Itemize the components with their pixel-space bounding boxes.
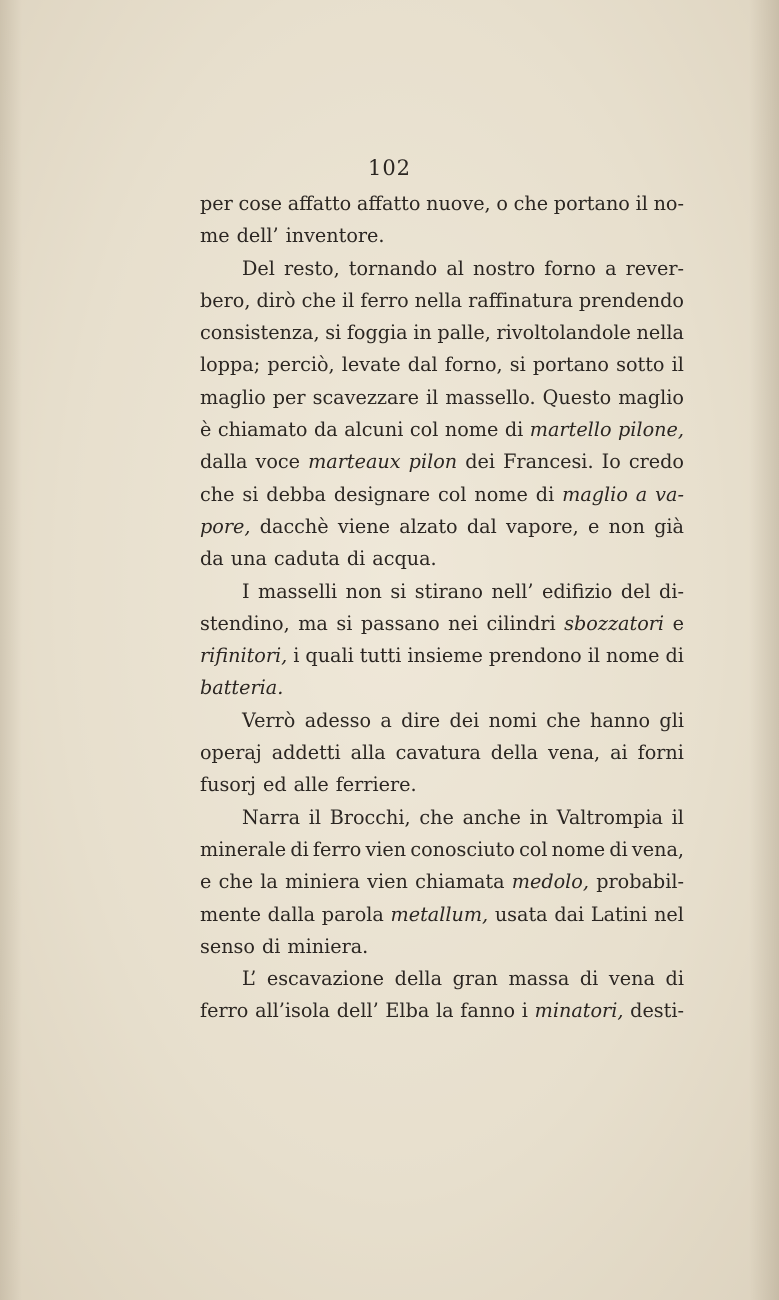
word: conosciuto <box>410 837 515 861</box>
word: nome <box>444 418 499 442</box>
word: pore, <box>200 514 251 538</box>
word: dal <box>407 353 438 377</box>
word: voce <box>255 450 301 474</box>
word: maglio <box>200 385 266 409</box>
word: di <box>535 482 555 506</box>
word: masselli <box>258 579 338 603</box>
word: acqua. <box>372 547 437 571</box>
word: vena, <box>631 837 684 861</box>
word: di- <box>659 579 684 603</box>
word: dirò <box>256 288 296 312</box>
word: anche <box>462 805 521 829</box>
text-line <box>200 834 684 866</box>
word: dire <box>401 708 441 732</box>
word: sbozzatori <box>564 611 665 635</box>
word: in <box>529 805 549 829</box>
word: massa <box>508 967 570 991</box>
text-line <box>200 995 684 1027</box>
word: viene <box>337 514 390 538</box>
word: gran <box>452 967 498 991</box>
word: nella <box>636 321 684 345</box>
word: ferro <box>312 837 362 861</box>
word: Del <box>242 256 275 280</box>
word: massello. <box>445 385 536 409</box>
word: no- <box>653 192 684 215</box>
word: si <box>509 353 526 377</box>
page-edge-shadow-right <box>749 0 779 1300</box>
word: maglio <box>618 385 684 409</box>
word: marteaux <box>308 450 401 474</box>
word: di <box>261 934 281 958</box>
word: a <box>605 256 617 280</box>
word: ferriere. <box>335 773 417 797</box>
text-line <box>200 349 684 381</box>
word: metallum, <box>390 902 489 926</box>
word: dacchè <box>259 514 329 538</box>
word: escavazione <box>266 967 385 991</box>
word: a <box>635 482 648 506</box>
word: parola <box>321 902 384 926</box>
word: e <box>200 870 212 894</box>
word: nella <box>414 288 463 312</box>
word: dal <box>466 514 497 538</box>
word: Questo <box>542 385 612 409</box>
word: per <box>272 385 306 409</box>
word: col <box>519 837 548 861</box>
text-line <box>200 737 684 769</box>
text-line <box>200 769 684 801</box>
text-line <box>200 963 684 995</box>
word: ferro <box>200 999 249 1023</box>
word: il <box>635 192 648 215</box>
word: si <box>390 579 407 603</box>
text-line <box>200 931 684 963</box>
word: miniera. <box>287 934 369 958</box>
word: va- <box>655 482 684 506</box>
text-line <box>200 543 684 575</box>
word: affatto <box>287 192 352 215</box>
word: pilon <box>408 450 458 474</box>
word: hanno <box>590 708 651 732</box>
word: edifizio <box>541 579 613 603</box>
word: dalla <box>267 902 316 926</box>
word: affatto <box>356 192 421 215</box>
text-line <box>200 220 684 252</box>
text-line <box>200 705 684 737</box>
word: pilone, <box>618 418 684 442</box>
word: vien <box>365 837 407 861</box>
word: il <box>308 805 322 829</box>
word: ferro <box>360 288 409 312</box>
word: maglio <box>562 482 628 506</box>
word: nostro <box>472 256 536 280</box>
word: i <box>521 999 528 1023</box>
word: operaj <box>200 741 262 765</box>
word: nel <box>654 902 684 926</box>
word: forno, <box>444 353 503 377</box>
word: mente <box>200 902 261 926</box>
word: sotto <box>616 353 665 377</box>
word: perciò, <box>267 353 335 377</box>
word: prendendo <box>578 288 684 312</box>
word: Narra <box>242 805 301 829</box>
word: quali <box>305 644 354 668</box>
word: di <box>609 837 628 861</box>
word: fanno <box>460 999 516 1023</box>
word: al <box>446 256 464 280</box>
word: si <box>336 611 353 635</box>
word: alcuni <box>344 418 404 442</box>
word: ed <box>262 773 287 797</box>
word: e <box>587 514 600 538</box>
word: per <box>200 192 233 215</box>
word: martello <box>529 418 612 442</box>
word: che <box>513 192 549 215</box>
word: di <box>290 837 309 861</box>
word: designare <box>333 482 431 506</box>
word: nuove, <box>426 192 491 215</box>
word: del <box>620 579 651 603</box>
body-text <box>200 188 684 1028</box>
word: chiamato <box>217 418 308 442</box>
word: il <box>671 353 684 377</box>
word: cose <box>238 192 283 215</box>
word: rifinitori, <box>200 644 288 668</box>
word: miniera <box>285 870 360 894</box>
word: dei <box>449 708 480 732</box>
word: col <box>438 482 467 506</box>
word: Latini <box>590 902 648 926</box>
word: ai <box>610 741 628 765</box>
word: chiamata <box>415 870 505 894</box>
word: gli <box>659 708 684 732</box>
word: a <box>380 708 392 732</box>
word: caduta <box>273 547 340 571</box>
word: fusorj <box>200 773 256 797</box>
word: che <box>419 805 454 829</box>
word: dei <box>465 450 495 474</box>
text-line <box>200 899 684 931</box>
word: senso <box>200 934 255 958</box>
word: è <box>200 418 212 442</box>
word: o <box>496 192 508 215</box>
word: nomi <box>488 708 537 732</box>
text-line <box>200 576 684 608</box>
word: me <box>200 224 230 248</box>
word: una <box>230 547 267 571</box>
word: adesso <box>304 708 372 732</box>
word: minatori, <box>534 999 624 1023</box>
word: il <box>342 288 355 312</box>
word: dalla <box>200 450 248 474</box>
text-line <box>200 414 684 446</box>
text-line <box>200 608 684 640</box>
text-line <box>200 802 684 834</box>
text-line <box>200 640 684 672</box>
word: già <box>654 514 684 538</box>
word: desti- <box>630 999 684 1023</box>
word: L’ <box>242 967 257 991</box>
word: forno <box>544 256 596 280</box>
word: Verrò <box>242 708 296 732</box>
word: all’isola <box>255 999 330 1023</box>
word: bero, <box>200 288 251 312</box>
word: di <box>346 547 366 571</box>
word: Brocchi, <box>329 805 411 829</box>
word: raffinatura <box>468 288 573 312</box>
word: non <box>608 514 645 538</box>
word: resto, <box>283 256 340 280</box>
word: inventore. <box>285 224 385 248</box>
text-line <box>200 866 684 898</box>
word: vapore, <box>505 514 579 538</box>
word: tutti <box>359 644 402 668</box>
word: nome <box>606 644 660 668</box>
word: si <box>242 482 259 506</box>
word: rever- <box>625 256 684 280</box>
word: col <box>409 418 439 442</box>
word: di <box>579 967 599 991</box>
text-line <box>200 382 684 414</box>
word: nome <box>474 482 528 506</box>
word: di <box>665 644 684 668</box>
word: da <box>313 418 338 442</box>
word: dai <box>554 902 585 926</box>
word: Io <box>601 450 621 474</box>
word: che <box>546 708 581 732</box>
word: che <box>301 288 337 312</box>
word: della <box>394 967 443 991</box>
word: Francesi. <box>503 450 594 474</box>
text-line <box>200 446 684 478</box>
word: credo <box>628 450 684 474</box>
word: alla <box>350 741 386 765</box>
word: e <box>672 611 684 635</box>
text-line <box>200 317 684 349</box>
word: il <box>671 805 684 829</box>
word: stendino, <box>200 611 290 635</box>
word: passano <box>360 611 440 635</box>
page-number: 102 <box>367 156 412 180</box>
word: non <box>345 579 382 603</box>
word: foggia <box>346 321 408 345</box>
word: nei <box>448 611 479 635</box>
word: batteria. <box>200 676 284 700</box>
word: portano <box>532 353 609 377</box>
word: palle, <box>437 321 491 345</box>
word: della <box>490 741 539 765</box>
word: scavezzare <box>312 385 420 409</box>
word: dell’ <box>236 224 279 248</box>
word: alzato <box>399 514 458 538</box>
word: in <box>413 321 432 345</box>
word: alle <box>293 773 329 797</box>
word: rivoltolandole <box>496 321 631 345</box>
word: che <box>200 482 235 506</box>
word: probabil- <box>596 870 684 894</box>
word: debba <box>266 482 326 506</box>
word: vena <box>608 967 655 991</box>
word: Valtrompia <box>556 805 663 829</box>
word: vena, <box>548 741 601 765</box>
word: si <box>325 321 342 345</box>
word: minerale <box>200 837 287 861</box>
page-edge-shadow-left <box>0 0 22 1300</box>
word: prendono <box>488 644 582 668</box>
text-line <box>200 479 684 511</box>
word: i <box>293 644 300 668</box>
word: che <box>218 870 254 894</box>
word: Elba <box>385 999 430 1023</box>
word: nell’ <box>491 579 534 603</box>
word: la <box>436 999 454 1023</box>
word: vien <box>367 870 408 894</box>
word: addetti <box>271 741 341 765</box>
word: portano <box>553 192 630 215</box>
word: il <box>426 385 439 409</box>
word: consistenza, <box>200 321 320 345</box>
word: medolo, <box>511 870 589 894</box>
text-line <box>200 253 684 285</box>
word: insieme <box>407 644 483 668</box>
text-line <box>200 672 684 704</box>
word: forni <box>637 741 684 765</box>
word: ma <box>298 611 328 635</box>
text-line <box>200 511 684 543</box>
word: levate <box>341 353 401 377</box>
word: usata <box>494 902 548 926</box>
text-line <box>200 285 684 317</box>
word: di <box>504 418 524 442</box>
word: stirano <box>414 579 483 603</box>
word: loppa; <box>200 353 261 377</box>
word: il <box>587 644 601 668</box>
word: I <box>242 579 250 603</box>
word: cilindri <box>486 611 556 635</box>
word: da <box>200 547 224 571</box>
word: cavatura <box>395 741 481 765</box>
word: tornando <box>348 256 438 280</box>
word: la <box>260 870 278 894</box>
word: di <box>665 967 684 991</box>
word: nome <box>551 837 606 861</box>
word: dell’ <box>336 999 379 1023</box>
text-line <box>200 188 684 220</box>
